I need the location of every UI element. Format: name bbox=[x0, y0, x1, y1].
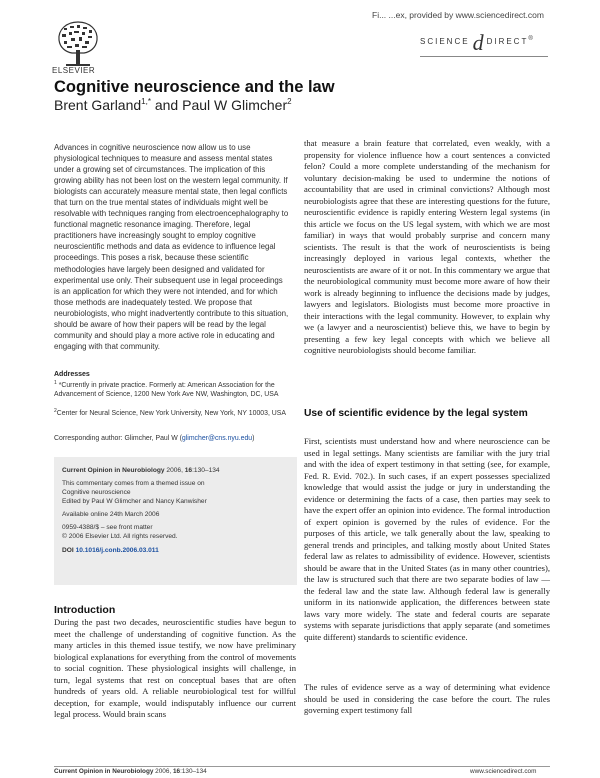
sciencedirect-logo-right: DIRECT bbox=[486, 37, 529, 46]
footer-pages: :130–134 bbox=[180, 768, 207, 775]
info-journal-citation bbox=[62, 467, 220, 474]
info-copyright: © 2006 Elsevier Ltd. All rights reserved. bbox=[62, 533, 178, 540]
article-info-box bbox=[54, 457, 297, 585]
info-issn: 0959-4388/$ – see front matter bbox=[62, 524, 153, 531]
sciencedirect-logo-registered: ® bbox=[528, 36, 535, 42]
address-2 bbox=[54, 407, 294, 418]
sciencedirect-logo-left: SCIENCE bbox=[420, 37, 470, 46]
author-1-affiliation: 1,* bbox=[141, 97, 151, 106]
source-note: Fi... ...ex, provided by www.sciencedirect.com bbox=[372, 10, 544, 20]
footer-website[interactable]: www.sciencedirect.com bbox=[470, 768, 537, 775]
footer-volume: 16 bbox=[172, 768, 181, 775]
info-doi bbox=[62, 547, 159, 554]
sciencedirect-logo-mark: d bbox=[472, 30, 484, 55]
article-authors bbox=[54, 97, 292, 113]
right-column-paragraph-3: The rules of evidence serve as a way of determining what evidence should be used in considering the case before the court. The rules governing expert testimony fall bbox=[304, 682, 550, 715]
corresponding-author bbox=[54, 435, 254, 442]
author-2: and Paul W Glimcher bbox=[150, 97, 288, 113]
scientific-evidence-heading: Use of scientific evidence by the legal system bbox=[304, 408, 528, 419]
abstract: Advances in cognitive neuroscience now allow us to use physiological techniques to measure and assess mental states under a growing set of circumstances. The implication of this growing ability has not been lost on the western legal community. If biologists can accurately measure mental state, then legal conflicts that turn on the true mental states of individuals might well be resolvable with techniques ranging from electroencephalography to functional magnetic resonance imaging. Therefore, legal practitioners have increasingly sought to employ cognitive neuroscientific methods and data as evidence to influence legal proceedings. This poses a risk, because these scientific methodologies have largely been designed and validated for experimental use only. Their subsequent use in legal proceedings is an application for which they were not intended, and for which those methods are inadequately tested. We propose that neurobiologists, who might inadvertently contribute to this situation, should be aware of how their papers will be read by the legal community and should play a more active role in educating and engaging with that community. bbox=[54, 143, 289, 351]
header-divider bbox=[420, 56, 548, 57]
info-editors: Edited by Paul W Glimcher and Nancy Kanwisher bbox=[62, 498, 207, 505]
corresponding-author-close: ) bbox=[252, 435, 255, 442]
corresponding-author-email[interactable]: glimcher@cns.nyu.edu bbox=[181, 435, 253, 442]
info-theme-intro: This commentary comes from a themed issue on bbox=[62, 480, 205, 487]
right-column-paragraph-2: First, scientists must understand how and where neuroscience can be used in legal settings. Many scientists are familiar with the jury trial and with the idea of expert testimony in that setting (see, for example, Fed. R. Evid. 702.). In such cases, if an expert possesses specialized knowledge that would assist the judge or jury in understanding the evidence or determining the facts of a case, then parties may seek to have the expert offer an opinion into evidence. The formal introduction of expert opinion is governed by the rules of evidence. For the purposes of this article, we talk generally about the law, speaking to general trends and principles, and talking mostly about United States federal law as relates to admissibility of evidence. However, scientists should be aware that in the United States (as in many other countries), the law is structured such that there are two separate bodies of law — the federal law and the state law. Although federal law is generally uniform in its nationwide application, the differences between state laws vary more widely. The state and federal courts are separate systems with separate jurisdictions that apply separate (and sometimes quite different) standards to scientific evidence. bbox=[304, 436, 550, 642]
info-theme-name: Cognitive neuroscience bbox=[62, 489, 131, 496]
info-doi-link[interactable]: 10.1016/j.conb.2006.03.011 bbox=[75, 547, 159, 554]
publisher-name: ELSEVIER bbox=[52, 66, 96, 75]
address-1 bbox=[54, 379, 294, 400]
info-doi-label: DOI bbox=[62, 547, 76, 554]
introduction-paragraph: During the past two decades, neuroscientific studies have begun to meet the challenge of understanding of cognitive function. As the many articles in this themed issue testify, we now have preliminary biological explanations for everything from the control of movements to social cognition. These physiological insights will challenge, in turn, legal systems that rest on conceptual bases that are often hundreds of years old. A reliable neurobiological test for willful deception, for example, would indisputably influence our current legal process. Would brain scans bbox=[54, 617, 296, 719]
footer-year: 2006, bbox=[153, 768, 173, 775]
sciencedirect-logo bbox=[420, 30, 535, 56]
info-journal-name: Current Opinion in Neurobiology bbox=[62, 467, 165, 474]
corresponding-author-label: Corresponding author: Glimcher, Paul W ( bbox=[54, 435, 182, 442]
address-2-marker: 2 bbox=[54, 408, 57, 414]
author-2-affiliation: 2 bbox=[287, 97, 292, 106]
info-journal-pages: :130–134 bbox=[192, 467, 220, 474]
info-journal-volume: 16 bbox=[184, 467, 193, 474]
info-journal-year: 2006, bbox=[164, 467, 185, 474]
article-title: Cognitive neuroscience and the law bbox=[54, 78, 335, 96]
address-2-text: Center for Neural Science, New York University, New York, NY 10003, USA bbox=[56, 410, 286, 417]
footer-journal-name: Current Opinion in Neurobiology bbox=[54, 768, 154, 775]
footer-divider bbox=[54, 766, 550, 767]
addresses-heading: Addresses bbox=[54, 371, 90, 378]
footer-citation bbox=[54, 768, 207, 775]
author-1: Brent Garland bbox=[54, 97, 142, 113]
introduction-heading: Introduction bbox=[54, 604, 116, 616]
info-online-date: Available online 24th March 2006 bbox=[62, 511, 160, 518]
address-1-text: *Currently in private practice. Formerly at: American Association for the Advancement of Science, 1200 New York Ave NW, Washington, DC, USA bbox=[54, 382, 279, 399]
address-1-marker: 1 bbox=[54, 380, 57, 386]
right-column-paragraph-1: that measure a brain feature that correlated, even weakly, with a propensity for violence influence how a court sentences a convicted felon? Could a more complete understanding of the mechanism for voluntary decision-making be used to undermine the notions of accountability that are used in criminal convictions? Although most neurobiologists agree that these are interesting questions for the future, neuroscientific evidence is rapidly entering Western legal systems (in this article we focus on the US legal system, with which we are most familiar) in ways that would probably surprise and concern many scientists. The result is that the work of neuroscientists is being increasingly deployed in various legal contexts, whether the neuroscientists are aware of it or not. In this commentary we argue that the neurobiological community must become more aware of how their work is already beginning to influence the decisions made by judges, lawyers and legislators. Biologists must become more proactive in their interactions with the legal community. However, to explain why we (a lawyer and a neuroscientist) believe this, we have to begin by presenting a few key legal concepts with which we believe all cognitive neurobiologists should become familiar. bbox=[304, 138, 550, 355]
